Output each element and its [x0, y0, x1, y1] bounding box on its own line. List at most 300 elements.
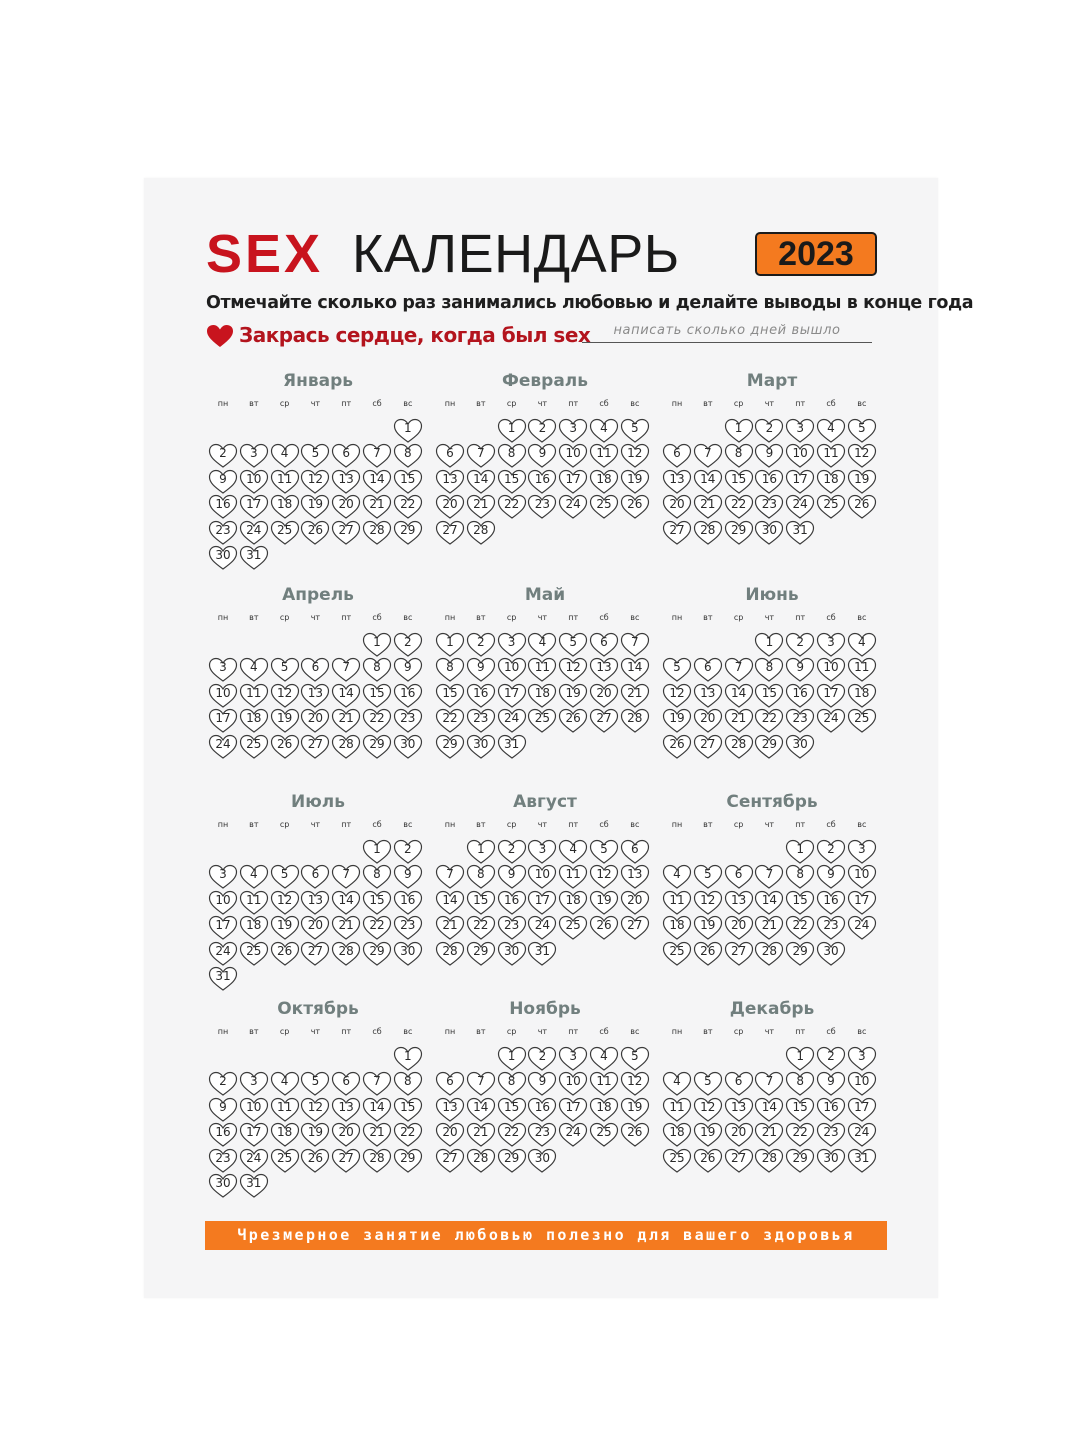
day-heart[interactable] — [589, 1071, 619, 1096]
day-heart[interactable] — [662, 890, 692, 915]
day-heart[interactable] — [724, 469, 754, 494]
day-heart[interactable] — [393, 1148, 423, 1173]
day-heart[interactable] — [239, 1122, 269, 1147]
day-heart[interactable] — [558, 683, 588, 708]
day-heart[interactable] — [693, 1097, 723, 1122]
day-heart[interactable] — [362, 839, 392, 864]
day-heart[interactable] — [527, 1097, 557, 1122]
day-heart[interactable] — [270, 1148, 300, 1173]
day-heart[interactable] — [816, 839, 846, 864]
day-heart[interactable] — [239, 1097, 269, 1122]
day-heart[interactable] — [466, 1071, 496, 1096]
day-heart[interactable] — [662, 708, 692, 733]
day-heart[interactable] — [393, 839, 423, 864]
day-heart[interactable] — [558, 1071, 588, 1096]
day-heart[interactable] — [331, 657, 361, 682]
day-heart[interactable] — [300, 915, 330, 940]
day-heart[interactable] — [270, 915, 300, 940]
day-heart[interactable] — [527, 657, 557, 682]
day-heart[interactable] — [620, 839, 650, 864]
day-heart[interactable] — [589, 1097, 619, 1122]
day-heart[interactable] — [724, 1148, 754, 1173]
day-heart[interactable] — [724, 915, 754, 940]
day-heart[interactable] — [497, 839, 527, 864]
day-heart[interactable] — [208, 683, 238, 708]
day-heart[interactable] — [527, 1148, 557, 1173]
day-heart[interactable] — [785, 520, 815, 545]
day-heart[interactable] — [466, 839, 496, 864]
day-heart[interactable] — [331, 469, 361, 494]
day-heart[interactable] — [754, 494, 784, 519]
day-heart[interactable] — [589, 708, 619, 733]
day-heart[interactable] — [300, 1071, 330, 1096]
day-heart[interactable] — [785, 1071, 815, 1096]
day-heart[interactable] — [724, 683, 754, 708]
day-heart[interactable] — [362, 708, 392, 733]
day-heart[interactable] — [785, 734, 815, 759]
day-heart[interactable] — [300, 1097, 330, 1122]
day-heart[interactable] — [393, 1071, 423, 1096]
day-heart[interactable] — [497, 708, 527, 733]
day-heart[interactable] — [497, 890, 527, 915]
day-heart[interactable] — [693, 1071, 723, 1096]
day-heart[interactable] — [435, 469, 465, 494]
day-heart[interactable] — [239, 683, 269, 708]
day-heart[interactable] — [331, 890, 361, 915]
day-heart[interactable] — [620, 915, 650, 940]
day-heart[interactable] — [693, 657, 723, 682]
day-heart[interactable] — [816, 418, 846, 443]
day-heart[interactable] — [754, 1148, 784, 1173]
day-heart[interactable] — [300, 683, 330, 708]
day-heart[interactable] — [754, 890, 784, 915]
day-heart[interactable] — [816, 708, 846, 733]
day-heart[interactable] — [239, 1173, 269, 1198]
day-heart[interactable] — [662, 1071, 692, 1096]
day-heart[interactable] — [239, 734, 269, 759]
day-heart[interactable] — [558, 839, 588, 864]
day-heart[interactable] — [331, 1148, 361, 1173]
day-heart[interactable] — [239, 708, 269, 733]
day-heart[interactable] — [331, 520, 361, 545]
day-heart[interactable] — [362, 520, 392, 545]
day-heart[interactable] — [847, 1122, 877, 1147]
day-heart[interactable] — [527, 890, 557, 915]
day-heart[interactable] — [693, 864, 723, 889]
day-heart[interactable] — [331, 734, 361, 759]
day-heart[interactable] — [208, 1097, 238, 1122]
day-heart[interactable] — [816, 915, 846, 940]
day-heart[interactable] — [393, 941, 423, 966]
day-heart[interactable] — [300, 708, 330, 733]
day-heart[interactable] — [816, 683, 846, 708]
day-heart[interactable] — [785, 1122, 815, 1147]
day-heart[interactable] — [497, 1046, 527, 1071]
day-heart[interactable] — [724, 734, 754, 759]
day-heart[interactable] — [662, 915, 692, 940]
day-heart[interactable] — [208, 1071, 238, 1096]
day-heart[interactable] — [270, 1097, 300, 1122]
day-heart[interactable] — [208, 520, 238, 545]
day-heart[interactable] — [693, 520, 723, 545]
day-heart[interactable] — [693, 494, 723, 519]
day-heart[interactable] — [693, 1122, 723, 1147]
day-heart[interactable] — [270, 734, 300, 759]
day-heart[interactable] — [497, 864, 527, 889]
day-heart[interactable] — [466, 657, 496, 682]
day-heart[interactable] — [816, 443, 846, 468]
day-heart[interactable] — [497, 418, 527, 443]
day-heart[interactable] — [435, 520, 465, 545]
day-heart[interactable] — [724, 1122, 754, 1147]
day-heart[interactable] — [816, 632, 846, 657]
day-heart[interactable] — [270, 890, 300, 915]
day-heart[interactable] — [724, 708, 754, 733]
day-heart[interactable] — [589, 683, 619, 708]
day-heart[interactable] — [208, 443, 238, 468]
day-heart[interactable] — [847, 1097, 877, 1122]
day-heart[interactable] — [847, 443, 877, 468]
day-heart[interactable] — [497, 1122, 527, 1147]
day-heart[interactable] — [393, 632, 423, 657]
day-heart[interactable] — [785, 683, 815, 708]
day-heart[interactable] — [724, 418, 754, 443]
day-heart[interactable] — [497, 443, 527, 468]
day-heart[interactable] — [620, 469, 650, 494]
day-heart[interactable] — [239, 443, 269, 468]
day-heart[interactable] — [497, 657, 527, 682]
day-heart[interactable] — [239, 864, 269, 889]
day-heart[interactable] — [662, 864, 692, 889]
day-heart[interactable] — [208, 469, 238, 494]
day-heart[interactable] — [816, 469, 846, 494]
day-heart[interactable] — [300, 443, 330, 468]
day-heart[interactable] — [589, 469, 619, 494]
day-heart[interactable] — [662, 1148, 692, 1173]
day-heart[interactable] — [785, 657, 815, 682]
day-heart[interactable] — [270, 941, 300, 966]
day-heart[interactable] — [393, 657, 423, 682]
day-heart[interactable] — [693, 469, 723, 494]
day-heart[interactable] — [393, 418, 423, 443]
day-heart[interactable] — [466, 1097, 496, 1122]
day-heart[interactable] — [816, 1148, 846, 1173]
day-heart[interactable] — [693, 708, 723, 733]
day-heart[interactable] — [754, 864, 784, 889]
day-heart[interactable] — [208, 657, 238, 682]
day-heart[interactable] — [466, 708, 496, 733]
day-heart[interactable] — [527, 864, 557, 889]
day-heart[interactable] — [362, 683, 392, 708]
day-heart[interactable] — [331, 683, 361, 708]
day-heart[interactable] — [466, 469, 496, 494]
day-heart[interactable] — [208, 890, 238, 915]
day-heart[interactable] — [393, 443, 423, 468]
day-heart[interactable] — [497, 683, 527, 708]
day-heart[interactable] — [300, 469, 330, 494]
day-heart[interactable] — [300, 494, 330, 519]
day-heart[interactable] — [270, 1071, 300, 1096]
day-heart[interactable] — [847, 915, 877, 940]
day-heart[interactable] — [362, 469, 392, 494]
day-heart[interactable] — [208, 1122, 238, 1147]
day-heart[interactable] — [466, 494, 496, 519]
day-heart[interactable] — [300, 1148, 330, 1173]
day-heart[interactable] — [435, 1122, 465, 1147]
day-heart[interactable] — [393, 683, 423, 708]
day-heart[interactable] — [816, 941, 846, 966]
day-heart[interactable] — [208, 494, 238, 519]
day-heart[interactable] — [270, 864, 300, 889]
day-heart[interactable] — [497, 1148, 527, 1173]
day-heart[interactable] — [662, 520, 692, 545]
day-heart[interactable] — [527, 915, 557, 940]
day-heart[interactable] — [785, 1046, 815, 1071]
day-heart[interactable] — [331, 1097, 361, 1122]
day-heart[interactable] — [620, 890, 650, 915]
day-heart[interactable] — [331, 864, 361, 889]
day-heart[interactable] — [662, 941, 692, 966]
day-heart[interactable] — [393, 864, 423, 889]
day-heart[interactable] — [785, 1097, 815, 1122]
day-heart[interactable] — [589, 632, 619, 657]
day-heart[interactable] — [527, 443, 557, 468]
day-heart[interactable] — [362, 941, 392, 966]
day-heart[interactable] — [362, 890, 392, 915]
day-heart[interactable] — [466, 683, 496, 708]
day-heart[interactable] — [527, 1071, 557, 1096]
day-heart[interactable] — [300, 941, 330, 966]
day-heart[interactable] — [785, 418, 815, 443]
day-heart[interactable] — [662, 469, 692, 494]
day-heart[interactable] — [754, 443, 784, 468]
day-heart[interactable] — [589, 494, 619, 519]
day-heart[interactable] — [847, 864, 877, 889]
day-heart[interactable] — [754, 418, 784, 443]
day-heart[interactable] — [393, 1122, 423, 1147]
day-heart[interactable] — [300, 734, 330, 759]
day-heart[interactable] — [435, 1097, 465, 1122]
day-heart[interactable] — [558, 1097, 588, 1122]
day-heart[interactable] — [270, 469, 300, 494]
day-heart[interactable] — [693, 443, 723, 468]
day-heart[interactable] — [847, 890, 877, 915]
day-heart[interactable] — [497, 941, 527, 966]
day-heart[interactable] — [620, 1071, 650, 1096]
day-heart[interactable] — [662, 1097, 692, 1122]
day-heart[interactable] — [847, 1046, 877, 1071]
day-heart[interactable] — [466, 890, 496, 915]
day-heart[interactable] — [527, 708, 557, 733]
day-heart[interactable] — [816, 1071, 846, 1096]
day-heart[interactable] — [435, 708, 465, 733]
day-heart[interactable] — [816, 890, 846, 915]
day-heart[interactable] — [754, 632, 784, 657]
day-heart[interactable] — [362, 915, 392, 940]
day-heart[interactable] — [270, 708, 300, 733]
day-heart[interactable] — [754, 1097, 784, 1122]
day-heart[interactable] — [331, 494, 361, 519]
day-heart[interactable] — [393, 915, 423, 940]
day-heart[interactable] — [589, 657, 619, 682]
day-heart[interactable] — [724, 494, 754, 519]
day-heart[interactable] — [435, 915, 465, 940]
day-heart[interactable] — [239, 469, 269, 494]
day-heart[interactable] — [558, 864, 588, 889]
day-heart[interactable] — [785, 890, 815, 915]
day-heart[interactable] — [466, 915, 496, 940]
day-heart[interactable] — [393, 890, 423, 915]
day-heart[interactable] — [785, 941, 815, 966]
day-heart[interactable] — [589, 418, 619, 443]
day-heart[interactable] — [527, 683, 557, 708]
day-heart[interactable] — [816, 864, 846, 889]
day-heart[interactable] — [754, 657, 784, 682]
day-heart[interactable] — [208, 966, 238, 991]
day-heart[interactable] — [620, 683, 650, 708]
day-heart[interactable] — [527, 632, 557, 657]
day-heart[interactable] — [239, 1071, 269, 1096]
day-heart[interactable] — [816, 494, 846, 519]
day-heart[interactable] — [466, 443, 496, 468]
day-heart[interactable] — [331, 915, 361, 940]
day-heart[interactable] — [466, 632, 496, 657]
day-heart[interactable] — [724, 864, 754, 889]
day-heart[interactable] — [847, 839, 877, 864]
day-heart[interactable] — [393, 734, 423, 759]
day-heart[interactable] — [466, 941, 496, 966]
day-heart[interactable] — [466, 1148, 496, 1173]
day-heart[interactable] — [527, 494, 557, 519]
day-heart[interactable] — [435, 632, 465, 657]
day-heart[interactable] — [435, 864, 465, 889]
day-heart[interactable] — [589, 890, 619, 915]
day-heart[interactable] — [754, 708, 784, 733]
day-heart[interactable] — [724, 1071, 754, 1096]
day-heart[interactable] — [693, 941, 723, 966]
day-heart[interactable] — [754, 941, 784, 966]
day-heart[interactable] — [724, 941, 754, 966]
day-heart[interactable] — [393, 708, 423, 733]
day-heart[interactable] — [270, 657, 300, 682]
day-heart[interactable] — [435, 657, 465, 682]
day-heart[interactable] — [785, 632, 815, 657]
day-heart[interactable] — [527, 941, 557, 966]
day-heart[interactable] — [558, 418, 588, 443]
day-heart[interactable] — [435, 941, 465, 966]
day-heart[interactable] — [362, 443, 392, 468]
day-heart[interactable] — [785, 494, 815, 519]
day-heart[interactable] — [620, 418, 650, 443]
day-heart[interactable] — [754, 1071, 784, 1096]
day-heart[interactable] — [589, 1122, 619, 1147]
day-heart[interactable] — [620, 1046, 650, 1071]
day-heart[interactable] — [208, 941, 238, 966]
day-heart[interactable] — [208, 864, 238, 889]
day-heart[interactable] — [466, 734, 496, 759]
day-heart[interactable] — [693, 683, 723, 708]
day-heart[interactable] — [239, 520, 269, 545]
day-heart[interactable] — [724, 1097, 754, 1122]
day-heart[interactable] — [785, 864, 815, 889]
day-heart[interactable] — [785, 469, 815, 494]
day-heart[interactable] — [558, 494, 588, 519]
day-heart[interactable] — [620, 1122, 650, 1147]
day-heart[interactable] — [393, 520, 423, 545]
day-heart[interactable] — [558, 632, 588, 657]
day-heart[interactable] — [239, 1148, 269, 1173]
day-heart[interactable] — [527, 839, 557, 864]
day-heart[interactable] — [620, 1097, 650, 1122]
day-heart[interactable] — [362, 1122, 392, 1147]
day-heart[interactable] — [589, 864, 619, 889]
day-heart[interactable] — [362, 494, 392, 519]
day-heart[interactable] — [558, 1122, 588, 1147]
day-heart[interactable] — [754, 734, 784, 759]
day-heart[interactable] — [693, 1148, 723, 1173]
day-heart[interactable] — [239, 657, 269, 682]
day-heart[interactable] — [208, 1173, 238, 1198]
day-heart[interactable] — [435, 1148, 465, 1173]
day-heart[interactable] — [239, 941, 269, 966]
day-heart[interactable] — [527, 1046, 557, 1071]
day-heart[interactable] — [300, 1122, 330, 1147]
day-heart[interactable] — [497, 1071, 527, 1096]
day-heart[interactable] — [362, 1071, 392, 1096]
day-heart[interactable] — [497, 734, 527, 759]
day-heart[interactable] — [208, 734, 238, 759]
day-heart[interactable] — [331, 1122, 361, 1147]
day-heart[interactable] — [558, 708, 588, 733]
day-heart[interactable] — [270, 443, 300, 468]
day-heart[interactable] — [558, 469, 588, 494]
day-heart[interactable] — [620, 708, 650, 733]
day-heart[interactable] — [816, 657, 846, 682]
day-heart[interactable] — [270, 1122, 300, 1147]
day-heart[interactable] — [435, 890, 465, 915]
day-heart[interactable] — [362, 1148, 392, 1173]
day-heart[interactable] — [497, 1097, 527, 1122]
day-heart[interactable] — [589, 915, 619, 940]
day-heart[interactable] — [435, 683, 465, 708]
day-heart[interactable] — [620, 864, 650, 889]
day-heart[interactable] — [847, 469, 877, 494]
day-heart[interactable] — [527, 469, 557, 494]
day-heart[interactable] — [847, 632, 877, 657]
day-heart[interactable] — [393, 1046, 423, 1071]
day-heart[interactable] — [662, 494, 692, 519]
day-heart[interactable] — [589, 1046, 619, 1071]
day-heart[interactable] — [558, 657, 588, 682]
day-heart[interactable] — [662, 683, 692, 708]
day-heart[interactable] — [785, 1148, 815, 1173]
day-heart[interactable] — [662, 443, 692, 468]
day-heart[interactable] — [754, 683, 784, 708]
day-heart[interactable] — [300, 520, 330, 545]
day-heart[interactable] — [620, 494, 650, 519]
day-heart[interactable] — [362, 734, 392, 759]
day-heart[interactable] — [362, 864, 392, 889]
day-heart[interactable] — [785, 839, 815, 864]
day-heart[interactable] — [497, 494, 527, 519]
day-heart[interactable] — [331, 1071, 361, 1096]
day-heart[interactable] — [331, 443, 361, 468]
day-heart[interactable] — [724, 520, 754, 545]
day-heart[interactable] — [208, 915, 238, 940]
day-heart[interactable] — [362, 657, 392, 682]
day-heart[interactable] — [239, 890, 269, 915]
day-heart[interactable] — [527, 418, 557, 443]
